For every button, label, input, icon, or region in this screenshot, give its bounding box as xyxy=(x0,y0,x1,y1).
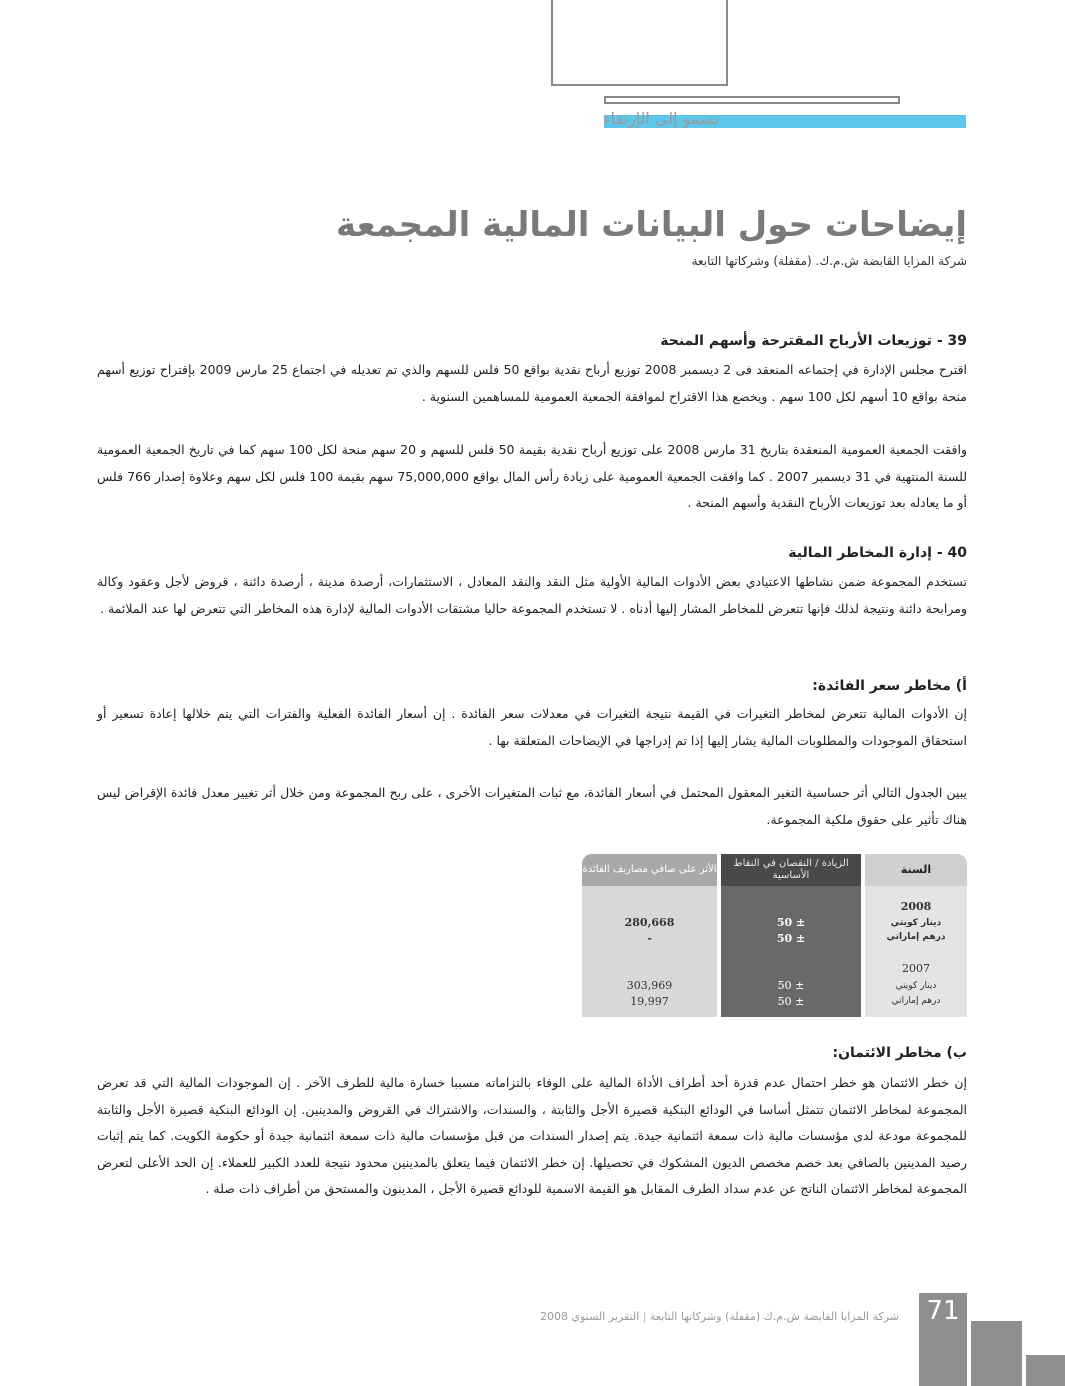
section-39-heading: 39 - توزيعات الأرباح المقترحة وأسهم المنحة xyxy=(660,333,967,349)
paragraph-text: إن خطر الائتمان هو خطر احتمال عدم قدرة أحد أطراف الأداة المالية على الوفاء بالتزاماته مسببا خسارة مالية للطرف الآخر . إن الموجودات المالية التي قد تعرض المجموعة لمخاطر الائتمان تتمثل أساسا في الودائع البنكية قصيرة الأجل والثابتة ، والسندات، والاشتراك في القروض والمدينين. إن الودائع البنكية قصيرة الأجل والثابتة للمجموعة مودعة لدى مؤسسات مالية ذات سمعة ائتمانية جيدة. يتم إصدار السندات من قبل مؤسسات مالية ذات سمعة ائتمانية جيدة أو حكومة الكويت. كما يتم إثبات رصيد المدينين بالصافي بعد خصم مخصص الديون المشكوك في تحصيلها. إن خطر الائتمان فيما يتعلق بالمدينين محدود نتيجة للعدد الكبير للعملاء. إن الحد الأعلى لتعرض المجموعة لمخاطر الائتمان الناتج عن عدم سداد الطرف المقابل هو القيمة الاسمية للودائع قصيرة الأجل ، المدينون والمستحق من أطراف ذات صلة . xyxy=(97,1075,967,1196)
change-aed-2008: ± 50 xyxy=(776,932,806,945)
change-header: الزيادة / النقصان في النقاط الأساسية xyxy=(721,854,861,886)
effect-aed-2008: - xyxy=(647,932,652,945)
top-decorative-line xyxy=(604,96,900,104)
page-title: إيضاحات حول البيانات المالية المجمعة xyxy=(335,205,967,245)
interest-risk-paragraph-2 xyxy=(97,780,967,833)
section-40-heading: 40 - إدارة المخاطر المالية xyxy=(788,545,967,561)
section-39-paragraph-2 xyxy=(97,437,967,517)
effect-column xyxy=(582,854,717,1017)
currency-kwd-2007: دينار كويتي xyxy=(895,981,937,991)
currency-aed-2008: درهم إماراتي xyxy=(886,932,946,942)
currency-kwd-2008: دينار كويتي xyxy=(890,918,942,928)
paragraph-text: إن الأدوات المالية تتعرض لمخاطر التغيرات في القيمة نتيجة التغيرات في معدلات سعر الفائدة . إن أسعار الفائدة الفعلية والفترات التي يتم خلالها إعادة تسعير أو استحقاق الموجودات والمطلوبات المالية يشار إليها إذا تم إدراجها في الإيضاحات المتعلقة بها . xyxy=(97,706,967,748)
footer-decorative-block xyxy=(971,1321,1022,1386)
section-40-paragraph xyxy=(97,569,967,622)
interest-risk-heading: أ) مخاطر سعر الفائدة: xyxy=(812,678,967,694)
paragraph-text: وافقت الجمعية العمومية المنعقدة بتاريخ 31 مارس 2008 على توزيع أرباح نقدية بقيمة 50 فلس للسهم و 20 سهم منحة لكل 100 سهم كما في تاريخ الجمعية العمومية للسنة المنتهية في 31 ديسمبر 2007 . كما وافقت الجمعية العمومية على زيادة رأس المال بواقع 75,000,000 سهم بقيمة 100 فلس لكل سهم وعلاوة إصدار 766 فلس أو ما يعادله بعد توزيعات الأرباح النقدية وأسهم المنحة . xyxy=(97,442,968,510)
footer-report: التقرير السنوي 2008 xyxy=(539,1310,640,1323)
effect-kwd-2008: 280,668 xyxy=(624,916,675,929)
effect-header: الأثر على صافي مصاريف الفائدة xyxy=(582,854,717,886)
effect-kwd-2007: 303,969 xyxy=(626,979,673,992)
footer-caption xyxy=(540,1310,899,1323)
interest-risk-paragraph-1 xyxy=(97,701,967,754)
header-tagline: نسمو إلى الإرتقاء xyxy=(603,109,719,128)
credit-risk-heading: ب) مخاطر الائتمان: xyxy=(832,1045,967,1061)
year-2008: 2008 xyxy=(900,900,932,913)
year-2007: 2007 xyxy=(902,962,930,975)
currency-aed-2007: درهم إماراتي xyxy=(891,996,941,1006)
paragraph-text: يبين الجدول التالي أثر حساسية التغير المعقول المحتمل في أسعار الفائدة، مع ثبات المتغيرات الأخرى ، على ربح المجموعة ومن خلال أثر تغيير معدل فائدة الإقراض ليس هناك تأثير على حقوق ملكية المجموعة. xyxy=(97,785,967,827)
year-column xyxy=(865,854,967,1017)
section-39-paragraph-1 xyxy=(97,357,967,410)
effect-aed-2007: 19,997 xyxy=(630,995,669,1008)
page-number: 71 xyxy=(926,1296,960,1326)
credit-risk-paragraph xyxy=(97,1070,967,1203)
change-kwd-2008: ± 50 xyxy=(776,916,806,929)
footer-decorative-block-small xyxy=(1026,1355,1065,1386)
paragraph-text: تستخدم المجموعة ضمن نشاطها الاعتيادي بعض الأدوات المالية الأولية مثل النقد والنقد المعادل ، الاستثمارات، أرصدة مدينة ، أرصدة دائنة ، قروض لأجل وعقود وكالة ومرابحة دائنة ونتيجة لذلك فإنها تتعرض للمخاطر المشار إليها أدناه . لا تستخدم المجموعة حاليا مشتقات الأدوات المالية لإدارة هذه المخاطر التي تتعرض لها عند الملائمة . xyxy=(97,574,967,616)
footer-company: شركة المزايا القابضة ش.م.ك (مقفلة) وشركاتها التابعة xyxy=(650,1310,899,1323)
page-subtitle: شركة المزايا القابضة ش.م.ك. (مقفلة) وشركاتها التابعة xyxy=(691,254,967,268)
interest-sensitivity-table xyxy=(582,854,967,1017)
change-column xyxy=(721,854,861,1017)
footer-separator: | xyxy=(642,1310,647,1323)
year-header: السنة xyxy=(865,854,967,886)
change-aed-2007: ± 50 xyxy=(777,995,805,1008)
top-frame-box xyxy=(551,0,728,86)
change-kwd-2007: ± 50 xyxy=(777,979,805,992)
paragraph-text: اقترح مجلس الإدارة في إجتماعه المنعقد فى 2 ديسمبر 2008 توزيع أرباح نقدية بواقع 50 فلس للسهم والذي تم تعديله في اجتماع 25 مارس 2009 بإقتراح توزيع أسهم منحة بواقع 10 أسهم لكل 100 سهم . ويخضع هذا الاقتراح لموافقة الجمعية العمومية للمساهمين السنوية . xyxy=(97,362,968,404)
